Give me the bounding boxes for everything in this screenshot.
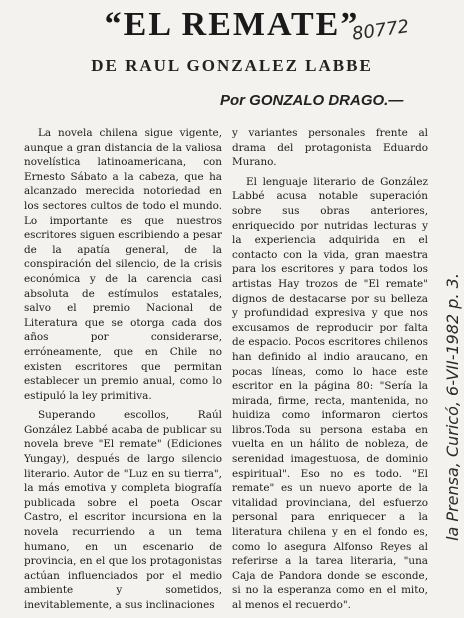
paragraph: Superando escollos, Raúl González Labbé acaba de publicar su novela breve "El remate" (Ediciones Yungay), después de largo silencio literario. Autor de "Luz en su tierra", la más emotiva y completa biografía publicada sobre el poeta Oscar Castro, el escritor incursiona en la novela recurriendo a un tema humano, en un escenario de provincia, en el que los protagonistas actúan influenciados por el medio ambiente y sometidos, inevitablemente, a sus inclinaciones [24, 409, 222, 611]
right-column [232, 126, 428, 618]
article-title: “EL REMATE” [104, 6, 360, 43]
article-subtitle: DE RAUL GONZALEZ LABBE [91, 56, 373, 75]
paragraph: El lenguaje literario de González Labbé acusa notable superación sobre sus obras anteriores, enriquecido por nutridas lecturas y la experiencia adquirida en el contacto con la vida, gran maestra para los escritores y para todos los artistas Hay trozos de "El remate" dignos de destacarse por su belleza y profundidad expresiva y que nos excusamos de reproducir por falta de espacio. Pocos escritores chilenos han definido al indio araucano, en pocas líneas, como lo hace este escritor en la página 80: "Sería la mirada, firme, recta, mantenida, no huidiza como informaron ciertos libros.Toda su persona estaba en vuelta en un hálito de nobleza, de serenidad imagestuosa, de dominio espiritual". Eso no es todo. "El remate" es un nuevo aporte de la vitalidad provinciana, del esfuerzo personal para enriquecer a la literatura chilena y en el fondo es, como lo asegura Alfonso Reyes al referirse a la tarea literaria, "una Caja de Pandora donde se esconde, si no la esperanza como en el mito, al menos el recuerdo". [232, 175, 428, 611]
article-byline: Por GONZALO DRAGO.— [220, 92, 404, 109]
left-column [24, 126, 222, 618]
paragraph: La novela chilena sigue vigente, aunque a gran distancia de la valiosa novelística latinoamericana, con Ernesto Sábato a la cabeza, que ha alcanzado merecida notoriedad en los sectores cultos de todo el mundo. Lo importante es que nuestros escritores siguen escribiendo a pesar de la apatía general, de la conspiración del silencio, de la crisis económica y de la carencia casi absoluta de estímulos estatales, salvo el premio Nacional de Literatura que se otorga cada dos años por considerarse, erróneamente, que en Chile no existen escritores que permitan establecer un premio anual, como lo estipuló la ley primitiva. [24, 127, 222, 402]
handwritten-note-top: 80772 [350, 16, 411, 45]
paragraph: y variantes personales frente al drama del protagonista Eduardo Murano. [232, 127, 428, 169]
handwritten-source-note: la Prensa, Curicó, 6-VII-1982 p. 3. [443, 273, 462, 541]
